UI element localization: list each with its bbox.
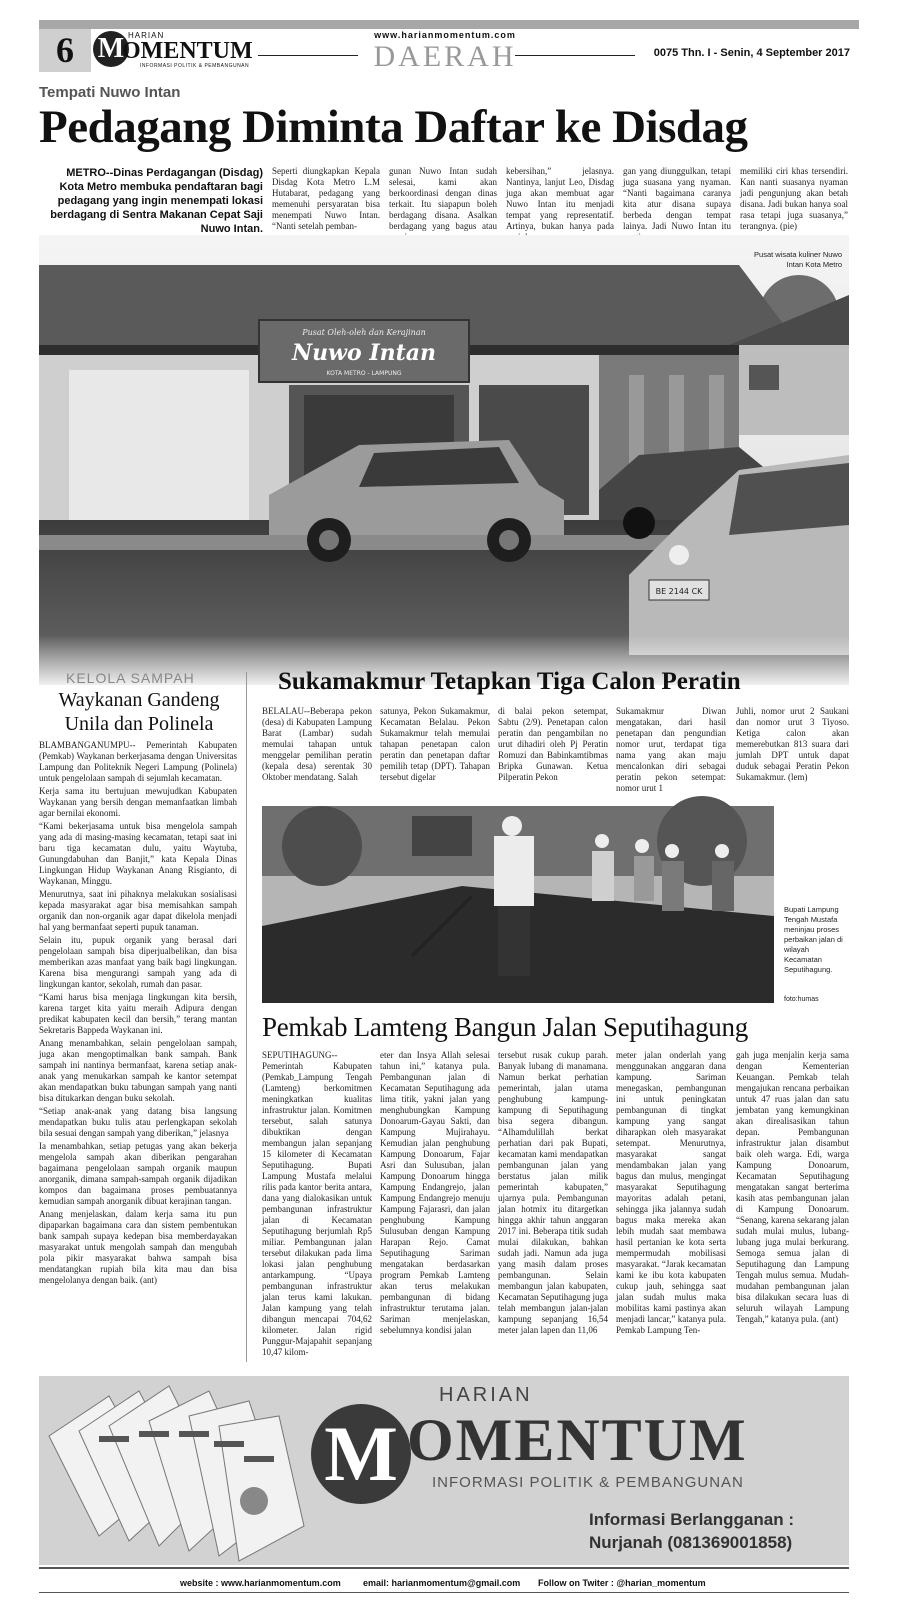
article2-paragraph: Anang menjelaskan, dalam kerja sama itu pun dipaparkan bagaimana cara dan sistem pembentukan bank sampah supaya kedepan bisa memberdayakan masyarakat untuk mengolah sampah dan mengubah pola pikir masyarakat bahwa sampah bisa mendatangkan rupiah bila kita mau dan bisa mengelolanya dengan baik. (ant) bbox=[39, 1209, 237, 1285]
article4-col2: eter dan Insya Allah selesai tahun ini,” katanya pula. Pembangunan jalan di Kecamatan Seputihagung ada lima titik, yakni jalan yang menghubungkan Kampung Donoarum-Gayau Sakti, dan Kampung Mujirahayu. Kemudian jalan penghubung Kampung Donoarum, Fajar Asri dan Sulusuban, jalan Kampung Donoarum hingga Kampung Endangrejo, jalan Kampung Endangrejo menuju Kampung Fajarasri, dan jalan penghubung Kampung Sulusuban dengan Kampung Harapan Rejo. Camat Seputihagung Sariman mengatakan berdasarkan program Pemkab Lamteng akan terus melakukan pembangunan di bidang infrastruktur terutama jalan. Sariman menjelaskan, sebelumnya kondisi jalan bbox=[380, 1050, 490, 1335]
article1-col5: memiliki ciri khas tersendiri. Kan nanti suasanya nyaman jadi pengunjung akan betah disana. Jadi bukan hanya soal rasa tetapi juga suasanya,” terangnya. (pie) bbox=[740, 166, 848, 231]
article2-paragraph: “Kami harus bisa menjaga lingkungan kita bersih, karena target kita yaitu meraih Adipura dengan predikat kabupaten kecil dan bersih,” terang mantan Sekretaris Bappeda Waykanan ini. bbox=[39, 992, 237, 1035]
article2-paragraph: “Setiap anak-anak yang datang bisa langsung mendapatkan buku tulis atau perlengkapan sekolah bila sesuai dengan sampah yang diberikan,” jelasnya bbox=[39, 1106, 237, 1138]
article2-paragraph: Ia menambahkan, setiap petugas yang akan bekerja mengelola sampah akan diberikan pengarahan bagaimana pengelolaan sampah organik maupun anorganik, dimana sampah-sampah organik dijadikan kompos dan bagaimana proses pembuatannya kemudian sampah anorganik dibuat kerajinan tangan. bbox=[39, 1141, 237, 1206]
article2-paragraph: Menurutnya, saat ini pihaknya melakukan sosialisasi kepada masyarakat agar bisa memisahkan sampah organik dan non-organik agar dapat dikelola menjadi hal yang bermanfaat seperti pupuk tanaman. bbox=[39, 889, 237, 932]
logo-harian: HARIAN bbox=[128, 31, 165, 40]
logo-word: OMENTUM bbox=[122, 38, 253, 64]
article3-col3: di balai pekon setempat, Sabtu (2/9). Penetapan calon peratin dan pengambilan no urut dihadiri oleh Pj Peratin Romuzi dan Babinkamtibmas Bripka Gunawan. Ketua Pilperatin Pekon bbox=[498, 706, 608, 782]
road-inspection-illustration bbox=[262, 806, 774, 1003]
article4-col4: meter jalan onderlah yang menggunakan anggaran dana kampung. Sariman menegaskan, pembangunan ini untuk peningkatan pembangunan di tingkat kampung yang sangat diharapkan oleh masyarakat setempat. Menurutnya, masyarakat sangat mendambakan jalan yang bagus dan mulus, mengingat masyarakat Seputihagung mayoritas adalah petani, sehingga jika jalannya sudah bagus maka mereka akan lebih mudah saat membawa hasil pertanian ke kota serta mempermudah mobilisasi masyarakat. “Jarak kecamatan kami ke ibu kota kabupaten cukup jauh, sehingga saat jalan sudah mulus maka mobilitas kami pastinya akan menjadi lancar,” katanya pula. Pemkab Lampung Ten- bbox=[616, 1050, 726, 1335]
article2-paragraph: Selain itu, pupuk organik yang berasal dari pengelolaan sampah bisa diperjualbelikan, dan bisa memberikan azas manfaat yang baik bagi lingkungan. Karena bisa mengurangi sampah yang ada di lingkungan kantor, sekolah, rumah dan pasar. bbox=[39, 935, 237, 989]
article4-photo-caption: Bupati Lampung Tengah Mustafa meninjau proses perbaikan jalan di wilayah Kecamatan Seputihagung. bbox=[784, 905, 843, 974]
article3-col4: Sukamakmur Diwan mengatakan, dari hasil penetapan dan pengundian nomor urut, terdapat tiga nama yang akan maju mencalonkan diri sebagai peratin pekon setempat: nomor urut 1 bbox=[616, 706, 726, 793]
article1-col2: gunan Nuwo Intan sudah selesai, kami akan berkoordinasi dengan dinas terkait. Itu siapapun boleh berdagang disana. Asalkan berdagang yang bagus atau bbox=[389, 166, 497, 231]
nuwo-intan-building-illustration bbox=[39, 235, 849, 685]
footer-rule-top bbox=[39, 1567, 849, 1569]
article2-headline: Waykanan Gandeng Unila dan Polinela bbox=[58, 689, 220, 735]
article1-headline: Pedagang Diminta Daftar ke Disdag bbox=[39, 101, 748, 153]
article4-headline: Pemkab Lamteng Bangun Jalan Seputihagung bbox=[262, 1012, 748, 1042]
article4-col1: SEPUTIHAGUNG-- Pemerintah Kabupaten (Pemkab_Lampung Tengah (Lamteng) berkomitmen meningkatkan kualitas infrastruktur jalan. Komitmen tersebut, salah satunya dibuktikan dengan membangun jalan sepanjang 15 kilometer di Kecamatan Seputihagung. Bupati Lampung Mustafa melalui rilis pada kantor berita antara, dana yang dialokasikan untuk pembangunan infrastruktur jalan di Kecamatan Seputihagung berjumlah Rp5 miliar. Pembangunan jalan tersebut dilakukan pada lima lokasi jalan penghubung antarkampung. “Upaya pembangunan infrastruktur jalan terus kami lakukan. Jalan kampung yang telah dibangun mencapai 704,62 kilometer. Jalan rigid Punggur-Majapahit sepanjang 10,47 kilom- bbox=[262, 1050, 372, 1357]
article1-col3: kebersihan,” jelasnya. Nantinya, lanjut Leo, Disdag juga akan membuat agar Nuwo Intan itu menjadi tempat yang representatif. Artinya, bukan hanya pada bbox=[506, 166, 614, 231]
article2-paragraph: “Kami bekerjasama untuk bisa mengelola sampah yang ada di masing-masing kecamatan, tetapi saat ini baru tiga kecamatan dulu, yaitu Waytuba, Gunungdabuhan dan Banjit,” kata Kepala Dinas Lingkungan Hidup Waykanan Anang Risgianto, di Waykanan, Minggu. bbox=[39, 821, 237, 886]
article4-col5: gah juga menjalin kerja sama dengan Kementerian Keuangan. Pemkab telah mengajukan rencana perbaikan untuk 47 ruas jalan dan satu jembatan yang kemungkinan akan direalisasikan tahun depan. Pembangunan infrastruktur jalan disambut baik oleh warga. Edi, warga Kampung Donoarum, Kecamatan Seputihagung mengatakan sangat berterima kasih atas pembangunan jalan di Kampung Donoarum. “Senang, karena sekarang jalan sudah mulai mulus, lubang-lubang juga mulai berkurang. Semoga semua jalan di Seputihagung dan Lampung Tengah mulus semua. Mudah-mudahan pembangunan jalan bisa dilakukan secara luas di seluruh wilayah Lampung Tengah,” katanya pula. (ant) bbox=[736, 1050, 849, 1324]
article3-col1: BELALAU--Beberapa pekon (desa) di Kabupaten Lampung Barat (Lambar) sudah memulai tahapan untuk menggelar pemilihan peratin (kepala desa) serentak 30 Oktober mendatang. Salah bbox=[262, 706, 372, 782]
edition-date: 0075 Thn. I - Senin, 4 September 2017 bbox=[653, 47, 850, 59]
subscription-ad bbox=[39, 1376, 849, 1565]
ad-harian: HARIAN bbox=[439, 1384, 533, 1406]
page-number: 6 bbox=[39, 29, 91, 72]
article2-paragraph: BLAMBANGANUMPU-- Pemerintah Kabupaten (Pemkab) Waykanan berkerjasama dengan Universitas Lampung dan Politeknik Negeri Lampung (Polinela) untuk pengelolaan sampah di sejumlah kecamatan. bbox=[39, 740, 237, 783]
article1-kicker: Tempati Nuwo Intan bbox=[39, 84, 181, 101]
header-rule-right bbox=[515, 55, 635, 56]
ad-subscribe-label: Informasi Berlangganan : bbox=[589, 1510, 794, 1529]
article2-paragraph: Kerja sama itu bertujuan mewujudkan Kabupaten Waykanan yang bersih dengan memanfaatkan limbah agar bernilai ekonomi. bbox=[39, 786, 237, 818]
newspaper-stack-illustration bbox=[39, 1376, 309, 1565]
article4-col3: tersebut rusak cukup parah. Banyak lubang di manamana. Namun berkat perhatian pemerintah, jalan utama penghubung kampung-kampung di Seputihagung bisa segera dibangun. “Alhamdulillah berkat perhatian dari pak Bupati, kecamatan kami mendapatkan pembangunan jalan yang berstatus jalan milik pemerintah kabupaten,” ujarnya pula. Pembangunan jalan hotmix itu ditargetkan hingga akhir tahun anggaran 2017 ini. Beberapa titik sudah mulai dilakukan, bahkan sudah jadi. Namun ada juga yang masih dalam proses pembangunan. Selain membangun jalan kabupaten, Kecamatan Seputihagung juga telah membangun jalan-jalan kampung sepanjang 16,54 meter jalan lapen dan 11,06 bbox=[498, 1050, 608, 1335]
article1-lead: METRO--Dinas Perdagangan (Disdag) Kota Metro membuka pendaftaran bagi pedagang yang ingin menempati lokasi berdagang di Sentra Makanan Cepat Saji Nuwo Intan. bbox=[50, 167, 263, 235]
logo-tagline: INFORMASI POLITIK & PEMBANGUNAN bbox=[140, 63, 250, 69]
photo-nuwo-intan bbox=[39, 235, 849, 685]
article3-col2: satunya, Pekon Sukamakmur, Kecamatan Belalau. Pekon Sukamakmur telah memulai tahapan penetapan calon peratin dan penetapan daftar pemilih tetap (DPT). Tahapan tersebut digelar bbox=[380, 706, 490, 782]
header-website: www.harianmomentum.com bbox=[374, 30, 516, 40]
ad-subscribe-contact: Nurjanah (081369001858) bbox=[589, 1533, 793, 1552]
license-plate: BE 2144 CK bbox=[655, 587, 703, 596]
article3-headline: Sukamakmur Tetapkan Tiga Calon Peratin bbox=[278, 668, 741, 695]
article2-kicker: KELOLA SAMPAH bbox=[66, 670, 195, 686]
footer-email: email: harianmomentum@gmail.com bbox=[363, 1578, 521, 1588]
ad-logo-word: OMENTUM bbox=[407, 1407, 748, 1473]
footer-rule-bottom bbox=[39, 1592, 849, 1593]
sign-line2: KOTA METRO - LAMPUNG bbox=[326, 370, 402, 377]
article3-col5: Juhli, nomor urut 2 Saukani dan nomor urut 3 Tiyoso. Ketiga calon akan memerebutkan 813 suara dari jumlah DPT untuk dapat duduk sebagai Peratin Pekon Sukamakmur. (lem) bbox=[736, 706, 849, 782]
top-bar bbox=[39, 20, 859, 29]
article2-paragraph: Anang menambahkan, selain pengelolaan sampah, juga akan mengoptimalkan bank sampah. Bank sampah ini nantinya bermanfaat, karena setiap anak-anak yang menukarkan sampah ke kantor setempat akan mendapatkan buku tabungan sampah yang nanti bisa ditukarkan dengan buku sekolah. bbox=[39, 1038, 237, 1103]
sign-title: Nuwo Intan bbox=[291, 340, 437, 366]
ad-tagline: INFORMASI POLITIK & PEMBANGUNAN bbox=[432, 1474, 744, 1491]
column-divider bbox=[246, 672, 247, 1362]
article1-col1: Seperti diungkapkan Kepala Disdag Kota Metro L.M Hutabarat, pedagang yang memenuhi persyaratan bisa menempati Nuwo Intan. “Nanti setelah pemban- bbox=[272, 166, 380, 231]
photo-credit: foto:humas bbox=[784, 996, 819, 1003]
footer-website: website : www.harianmomentum.com bbox=[180, 1578, 341, 1588]
section-name: DAERAH bbox=[373, 40, 517, 73]
logo-circle-m: M bbox=[93, 31, 129, 67]
footer-twitter: Follow on Twiter : @harian_momentum bbox=[538, 1578, 706, 1588]
photo-road-inspection bbox=[262, 806, 774, 1003]
article2-body bbox=[39, 740, 237, 1362]
article1-col4: gan yang diunggulkan, tetapi juga suasana yang nyaman. “Nanti bagaimana caranya kita atur disana supaya berbeda dengan tempat lainya. Jadi Nuwo Intan itu bbox=[623, 166, 731, 231]
sign-line1: Pusat Oleh-oleh dan Kerajinan bbox=[302, 328, 426, 337]
header-rule-left bbox=[258, 55, 358, 56]
ad-logo-m: M bbox=[311, 1404, 411, 1504]
article1-photo-caption: Pusat wisata kuliner Nuwo Intan Kota Metro bbox=[754, 250, 842, 269]
